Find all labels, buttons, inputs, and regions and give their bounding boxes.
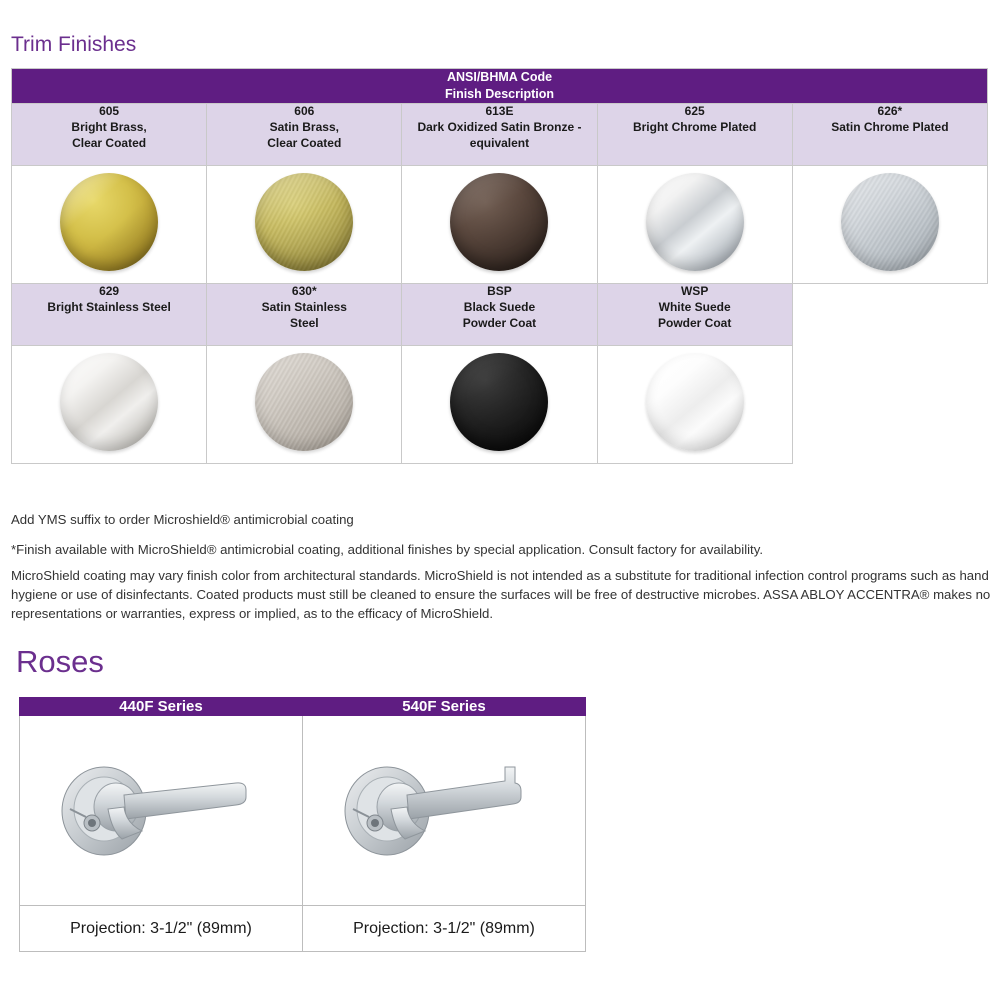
finish-swatch-606 (255, 173, 353, 271)
roses-header-440f: 440F Series (20, 698, 303, 716)
note-microshield-suffix: Add YMS suffix to order Microshield® antimicrobial coating (11, 512, 354, 527)
table-row (12, 165, 988, 283)
finish-swatch-605 (60, 173, 158, 271)
finish-swatch-cell-625 (597, 165, 792, 283)
finish-desc-line2: Clear Coated (72, 135, 147, 150)
header-line-2: Finish Description (444, 86, 555, 101)
table-row (12, 345, 988, 463)
finish-label-626 (792, 103, 987, 165)
table-header-row (12, 69, 988, 104)
roses-image-cell-540f (303, 716, 586, 906)
finish-desc-line2: Powder Coat (462, 315, 537, 330)
note-finish-availability: *Finish available with MicroShield® antimicrobial coating, additional finishes by special application. Consult factory for availability. (11, 542, 764, 557)
finish-desc-line1: Satin Chrome Plated (831, 119, 949, 134)
finish-label-606 (207, 103, 402, 165)
finish-desc-line1: White Suede (658, 299, 731, 314)
finish-label-605 (12, 103, 207, 165)
finish-desc-line1: Bright Chrome Plated (632, 119, 757, 134)
finish-label-625 (597, 103, 792, 165)
page-title-trim-finishes: Trim Finishes (11, 33, 137, 56)
finish-desc-line2: Powder Coat (657, 315, 732, 330)
finish-swatch-cell-WSP (597, 345, 792, 463)
finish-label-WSP (597, 283, 792, 345)
trim-finishes-table (11, 68, 988, 464)
finish-code: 626* (877, 103, 903, 118)
table-row (12, 103, 988, 165)
finish-swatch-cell-626 (792, 165, 987, 283)
finish-swatch-630 (255, 353, 353, 451)
finish-code: 605 (99, 103, 120, 118)
table-row (20, 716, 586, 906)
header-line-1: ANSI/BHMA Code (446, 70, 553, 84)
finish-swatch-613E (450, 173, 548, 271)
finish-label-629 (12, 283, 207, 345)
finish-swatch-BSP (450, 353, 548, 451)
table-row (12, 283, 988, 345)
finish-code: 629 (99, 283, 120, 298)
finish-desc-line2: Clear Coated (267, 135, 342, 150)
finish-swatch-625 (646, 173, 744, 271)
finish-desc-line1: Bright Stainless Steel (47, 299, 171, 314)
finish-label-630 (207, 283, 402, 345)
finish-swatch-cell-605 (12, 165, 207, 283)
note-microshield-disclaimer: MicroShield coating may vary finish color from architectural standards. MicroShield is not intended as a substitute for traditional infection control programs such as hand hygiene or use of disinfectants. Coated products must still be cleaned to ensure the surfaces will be free of destructive microbes. ASSA ABLOY ACCENTRA® makes no representations or warranties, express or implied, as to the efficacy of MicroShield. (11, 568, 991, 622)
finish-swatch-cell-613E (402, 165, 597, 283)
finish-code: 613E (485, 103, 514, 118)
lever-540f-image (329, 731, 559, 891)
table-row (20, 906, 586, 952)
lever-440f-image (46, 731, 276, 891)
roses-table (19, 697, 586, 952)
finish-desc-line1: Bright Brass, (71, 119, 147, 134)
finish-desc-line1: Satin Stainless (261, 299, 347, 314)
finish-swatch-cell-630 (207, 345, 402, 463)
finish-desc-line2: equivalent (469, 135, 530, 150)
finish-swatch-WSP (646, 353, 744, 451)
finish-desc-line1: Dark Oxidized Satin Bronze - (417, 119, 582, 134)
finish-label-613E (402, 103, 597, 165)
finish-code: WSP (680, 283, 709, 298)
finish-swatch-629 (60, 353, 158, 451)
roses-image-cell-440f (20, 716, 303, 906)
table-header-row (20, 698, 586, 716)
finish-code: 606 (294, 103, 315, 118)
finish-swatch-626 (841, 173, 939, 271)
finish-label-BSP (402, 283, 597, 345)
finish-code: 625 (684, 103, 705, 118)
roses-projection-540f: Projection: 3-1/2" (89mm) (303, 906, 586, 952)
page-title-roses: Roses (16, 644, 104, 679)
finish-desc-line1: Satin Brass, (269, 119, 339, 134)
finish-desc-line2: Steel (289, 315, 319, 330)
roses-projection-440f: Projection: 3-1/2" (89mm) (20, 906, 303, 952)
finish-swatch-cell-606 (207, 165, 402, 283)
finish-code: 630* (291, 283, 317, 298)
empty-cell (792, 283, 987, 345)
finish-desc-line1: Black Suede (463, 299, 536, 314)
finish-swatch-cell-629 (12, 345, 207, 463)
finish-swatch-cell-BSP (402, 345, 597, 463)
empty-cell (792, 345, 987, 463)
roses-header-540f: 540F Series (303, 698, 586, 716)
trim-table-header (12, 69, 988, 104)
finish-code: BSP (487, 283, 512, 298)
